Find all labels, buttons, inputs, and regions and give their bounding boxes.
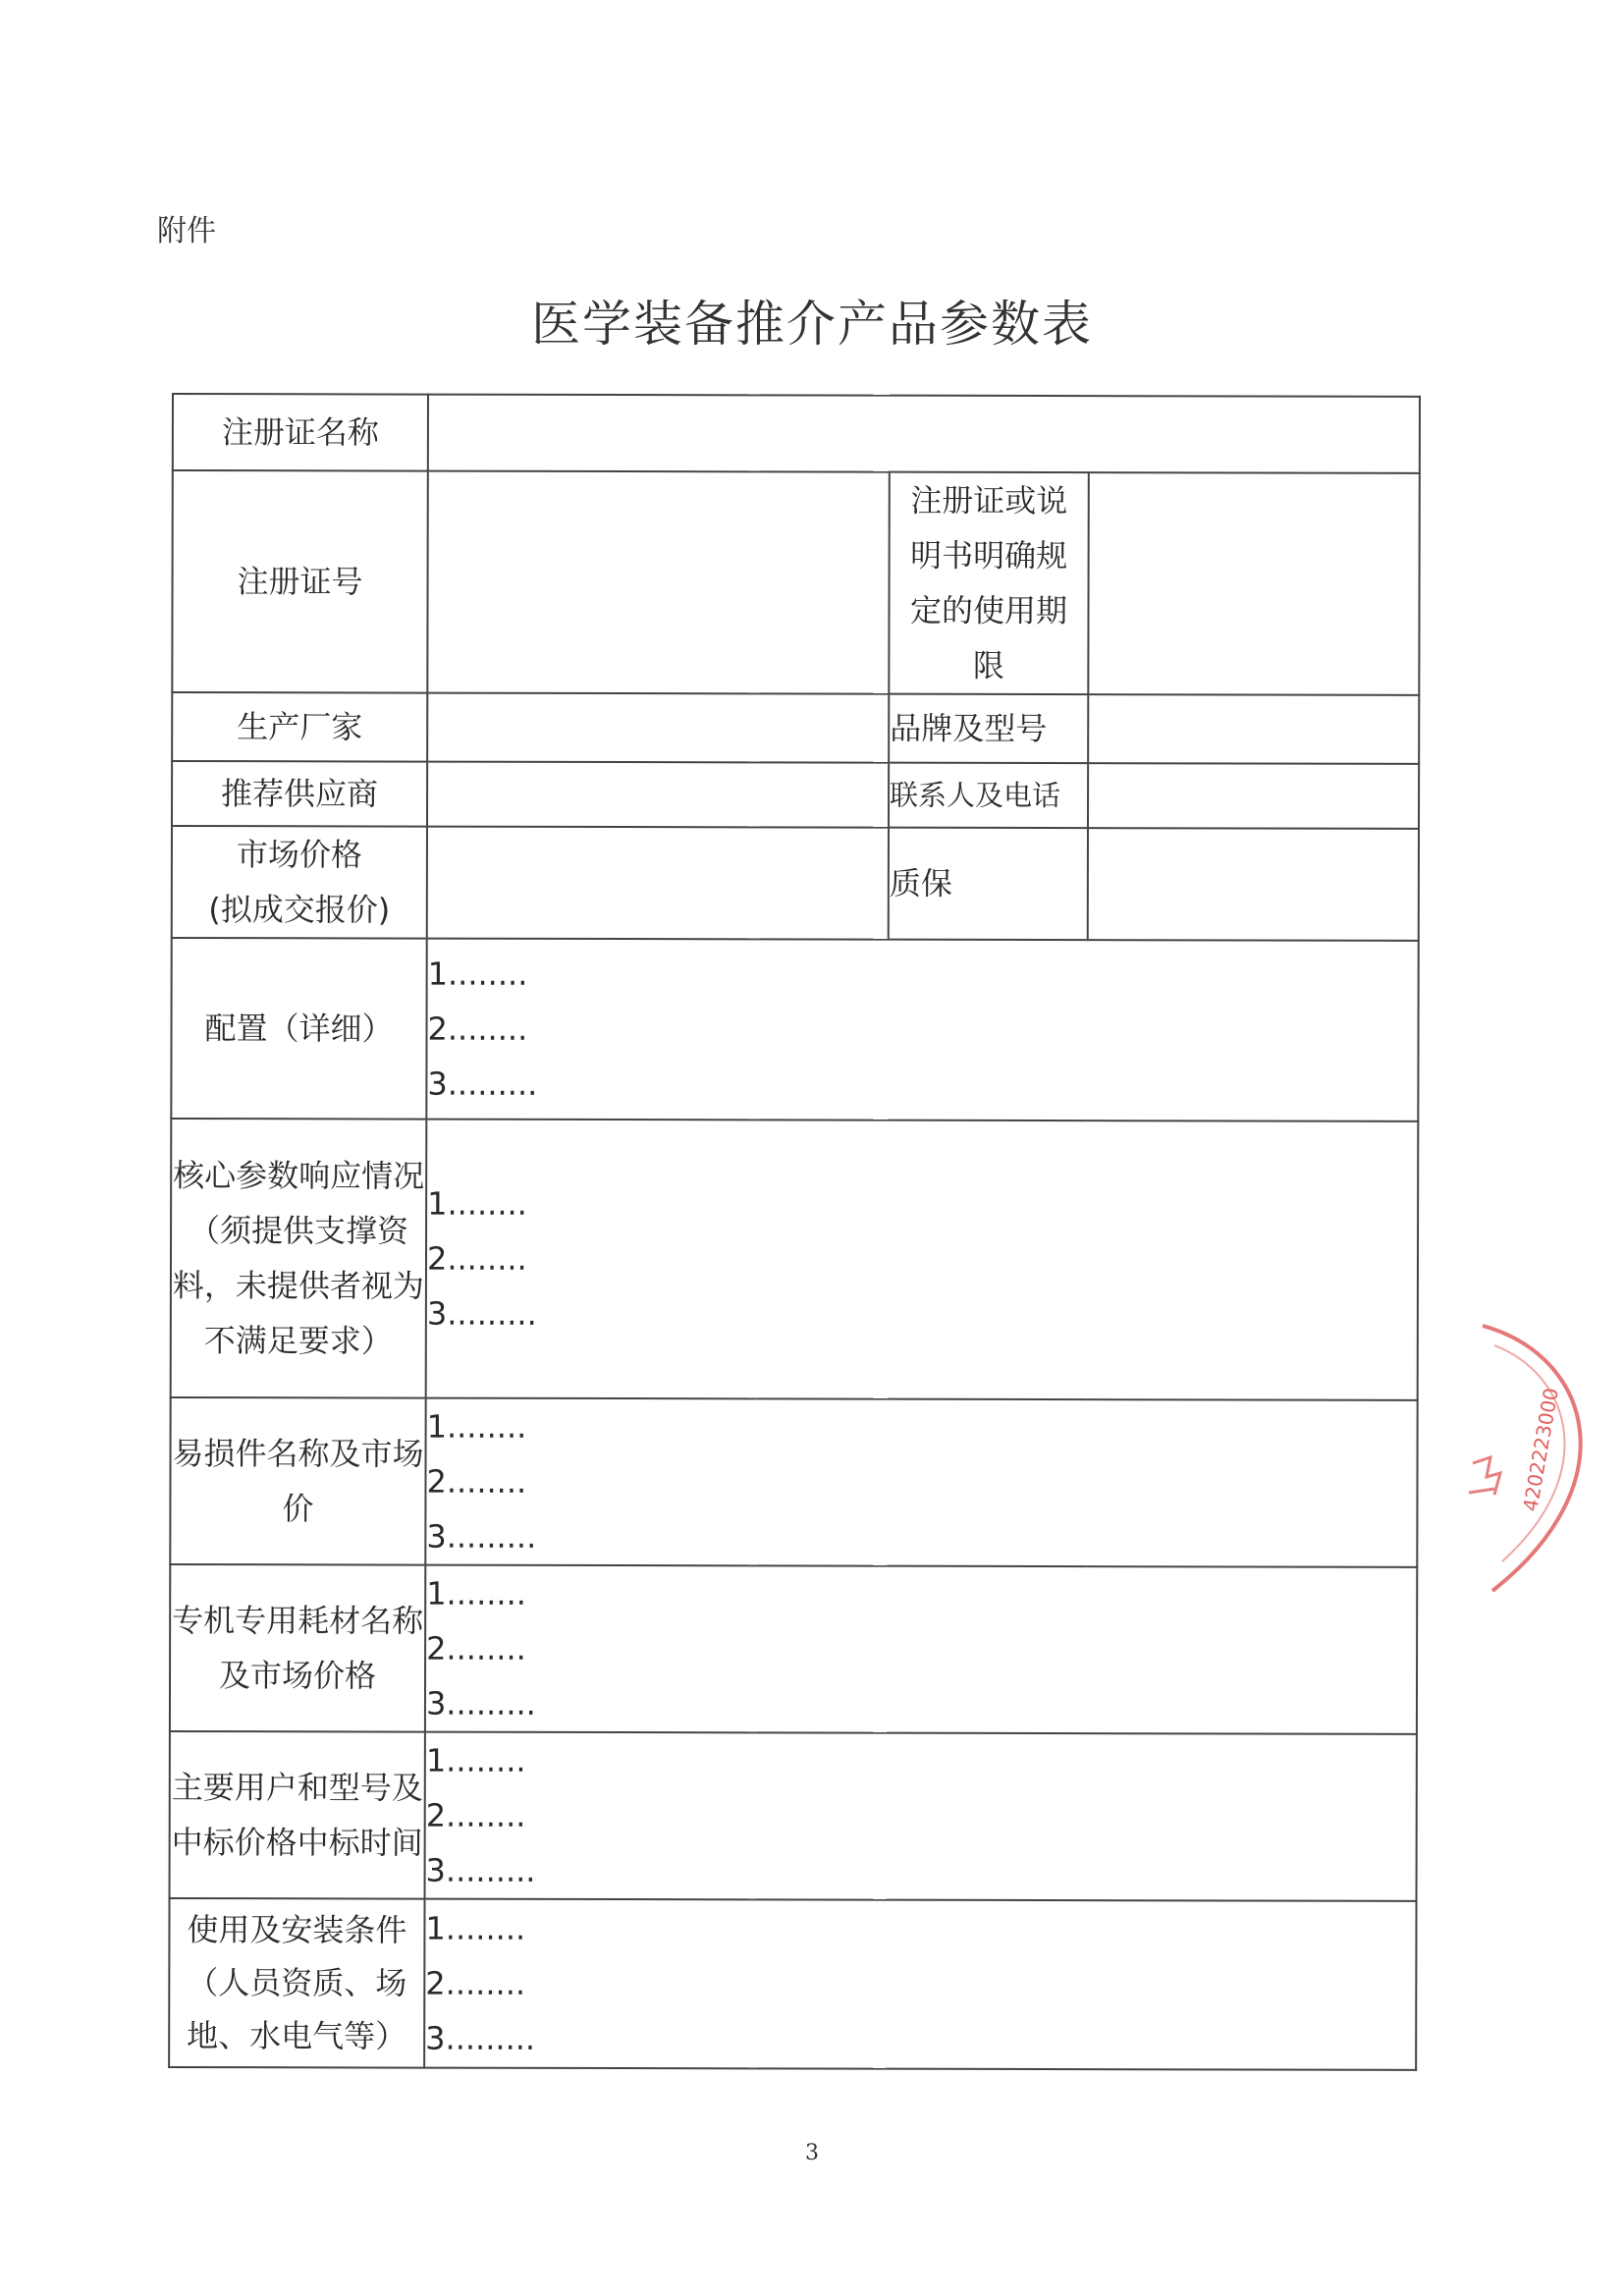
field-reg-cert-name[interactable] (428, 395, 1420, 473)
field-manufacturer[interactable] (427, 693, 889, 763)
list-item: 3......... (425, 2019, 536, 2057)
list-item: 1........ (425, 1741, 526, 1779)
label-contact: 联系人及电话 (889, 763, 1088, 828)
list-item: 3......... (427, 1065, 538, 1103)
label-wear-parts: 易损件名称及市场价 (170, 1397, 425, 1565)
parameter-table (168, 393, 1421, 2071)
list-item: 2........ (426, 1629, 526, 1667)
list-item: 1........ (427, 1184, 527, 1223)
label-warranty: 质保 (889, 828, 1088, 940)
list-item: 2........ (426, 1239, 527, 1278)
label-core-params: 核心参数响应情况（须提供支撑资料，未提供者视为不满足要求） (171, 1119, 427, 1398)
label-brand-model: 品牌及型号 (889, 694, 1088, 763)
field-install-cond[interactable] (424, 1899, 1416, 2070)
list-item: 2........ (427, 1010, 528, 1048)
page-number: 3 (805, 2141, 819, 2165)
attachment-label: 附件 (157, 214, 216, 248)
field-supplier[interactable] (427, 762, 889, 828)
list-item: 3......... (425, 1851, 536, 1889)
field-reg-cert-no[interactable] (427, 471, 890, 694)
list-item: 2........ (425, 1964, 526, 2002)
field-main-users[interactable] (425, 1732, 1417, 1901)
list-item: 2........ (426, 1462, 527, 1501)
label-manufacturer: 生产厂家 (172, 692, 427, 762)
label-market-price-line2: (拟成交报价) (208, 891, 391, 929)
list-item: 1........ (427, 955, 528, 993)
label-install-cond: 使用及安装条件（人员资质、场地、水电气等） (169, 1898, 424, 2068)
list-item: 3......... (425, 1684, 536, 1722)
label-market-price-line1: 市场价格 (236, 836, 362, 874)
list-item: 1........ (426, 1407, 527, 1446)
field-wear-parts[interactable] (425, 1398, 1417, 1567)
list-item: 1........ (425, 1909, 526, 1947)
label-reg-cert-no: 注册证号 (172, 470, 428, 693)
field-brand-model[interactable] (1088, 694, 1419, 764)
label-reg-period: 注册证或说明书明确规定的使用期限 (889, 472, 1089, 694)
label-reg-cert-name: 注册证名称 (173, 394, 428, 471)
field-contact[interactable] (1088, 763, 1419, 829)
label-main-users: 主要用户和型号及中标价格中标时间 (170, 1731, 425, 1899)
seal-code: 4202223000 (1518, 1386, 1564, 1513)
field-market-price[interactable] (427, 827, 889, 940)
official-seal-icon (1443, 1316, 1624, 1601)
field-warranty[interactable] (1088, 828, 1419, 941)
field-consumables[interactable] (425, 1565, 1417, 1734)
field-config[interactable] (426, 939, 1418, 1121)
label-supplier: 推荐供应商 (172, 761, 427, 827)
label-market-price (172, 826, 427, 939)
list-item: 1........ (426, 1574, 527, 1613)
list-item: 2........ (425, 1796, 526, 1834)
label-config: 配置（详细） (171, 938, 426, 1120)
list-item: 3......... (426, 1517, 537, 1556)
field-reg-period[interactable] (1088, 472, 1420, 695)
label-consumables: 专机专用耗材名称及市场价格 (170, 1564, 425, 1732)
field-core-params[interactable] (426, 1120, 1419, 1400)
page-title: 医学装备推介产品参数表 (531, 296, 1093, 353)
list-item: 3......... (426, 1294, 537, 1333)
